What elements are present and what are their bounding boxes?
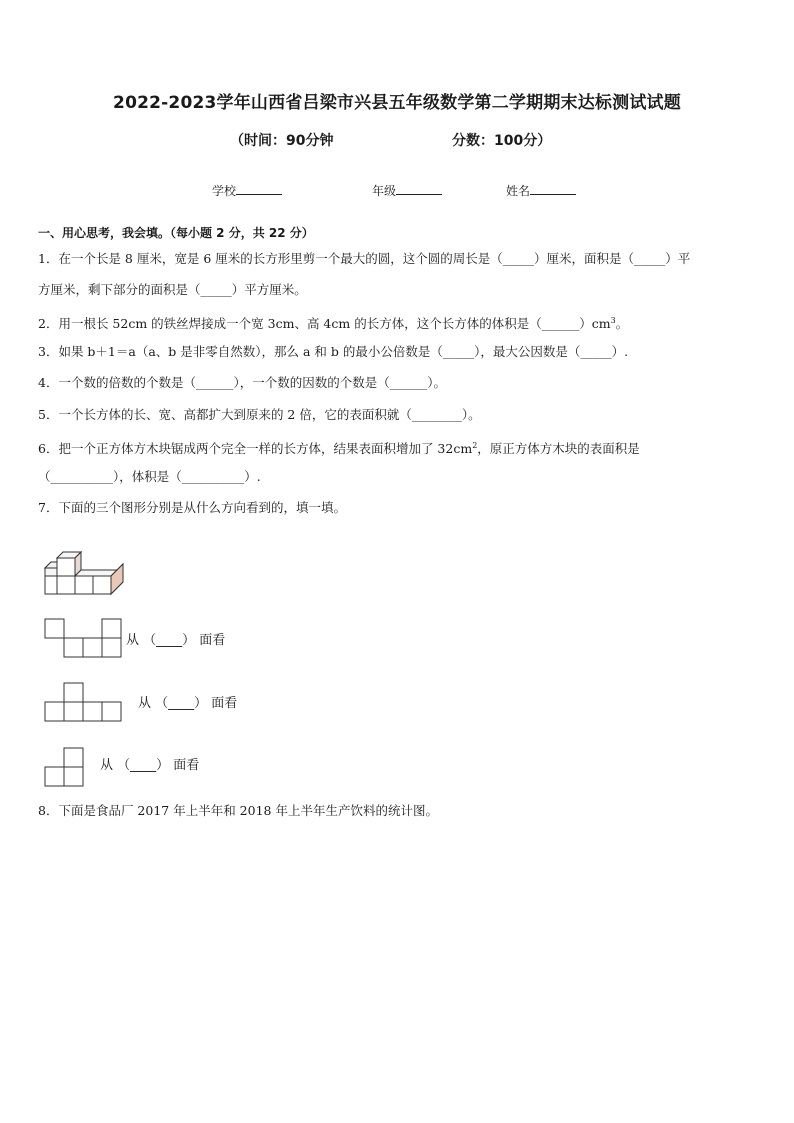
view-1-figure <box>44 618 128 660</box>
school-blank[interactable] <box>236 183 282 195</box>
question-3: 3．如果 b＋1＝a（a、b 是非零自然数），那么 a 和 b 的最小公倍数是（_____），最大公因数是（_____）. <box>38 344 629 359</box>
question-7: 7．下面的三个图形分别是从什么方向看到的，填一填。 <box>38 500 346 515</box>
question-2-text: 2．用一根长 52cm 的铁丝焊接成一个宽 3cm、高 4cm 的长方体，这个长方体的体积是（______）cm <box>38 316 611 332</box>
question-4: 4．一个数的倍数的个数是（______），一个数的因数的个数是（______）。 <box>38 375 446 390</box>
question-6-text-end: ，原正方体方木块的表面积是 <box>477 441 640 457</box>
question-8: 8．下面是食品厂 2017 年上半年和 2018 年上半年生产饮料的统计图。 <box>38 803 438 818</box>
name-blank[interactable] <box>530 183 576 195</box>
school-field[interactable] <box>212 182 282 199</box>
view-2-figure <box>44 682 124 724</box>
question-2 <box>38 313 628 332</box>
question-1-line-2: 方厘米，剩下部分的面积是（_____）平方厘米。 <box>38 282 307 297</box>
section-heading: 一、用心思考，我会填。（每小题 2 分，共 22 分） <box>38 226 314 240</box>
name-field[interactable] <box>506 182 576 199</box>
question-6-superscript: 2 <box>472 441 478 450</box>
view-3-figure <box>44 747 88 789</box>
grade-field[interactable] <box>372 182 442 199</box>
question-6-text: 6．把一个正方体方木块锯成两个完全一样的长方体，结果表面积增加了 32cm <box>38 441 473 457</box>
exam-title: 2022-2023学年山西省吕梁市兴县五年级数学第二学期期末达标测试试题 <box>113 93 681 113</box>
grade-blank[interactable] <box>396 183 442 195</box>
view-2-label: 从 （____） 面看 <box>138 696 238 711</box>
question-5: 5．一个长方体的长、宽、高都扩大到原来的 2 倍，它的表面积就（________）。 <box>38 407 481 422</box>
question-6-line-2: （__________），体积是（__________）. <box>38 469 261 484</box>
cube-stack-figure <box>43 550 127 596</box>
question-6-line-1 <box>38 438 640 457</box>
grade-label: 年级 <box>372 184 397 198</box>
name-label: 姓名 <box>506 184 531 198</box>
school-label: 学校 <box>212 184 237 198</box>
question-1-line-1: 1．在一个长是 8 厘米，宽是 6 厘米的长方形里剪一个最大的圆，这个圆的周长是（_____）厘米，面积是（_____）平 <box>38 251 691 266</box>
question-2-superscript: 3 <box>610 316 616 325</box>
exam-score: 分数：100分） <box>452 133 552 149</box>
view-3-label: 从 （____） 面看 <box>100 758 200 773</box>
exam-time: （时间：90分钟 <box>230 133 334 149</box>
question-2-end: 。 <box>615 316 629 332</box>
view-1-label: 从 （____） 面看 <box>126 633 226 648</box>
